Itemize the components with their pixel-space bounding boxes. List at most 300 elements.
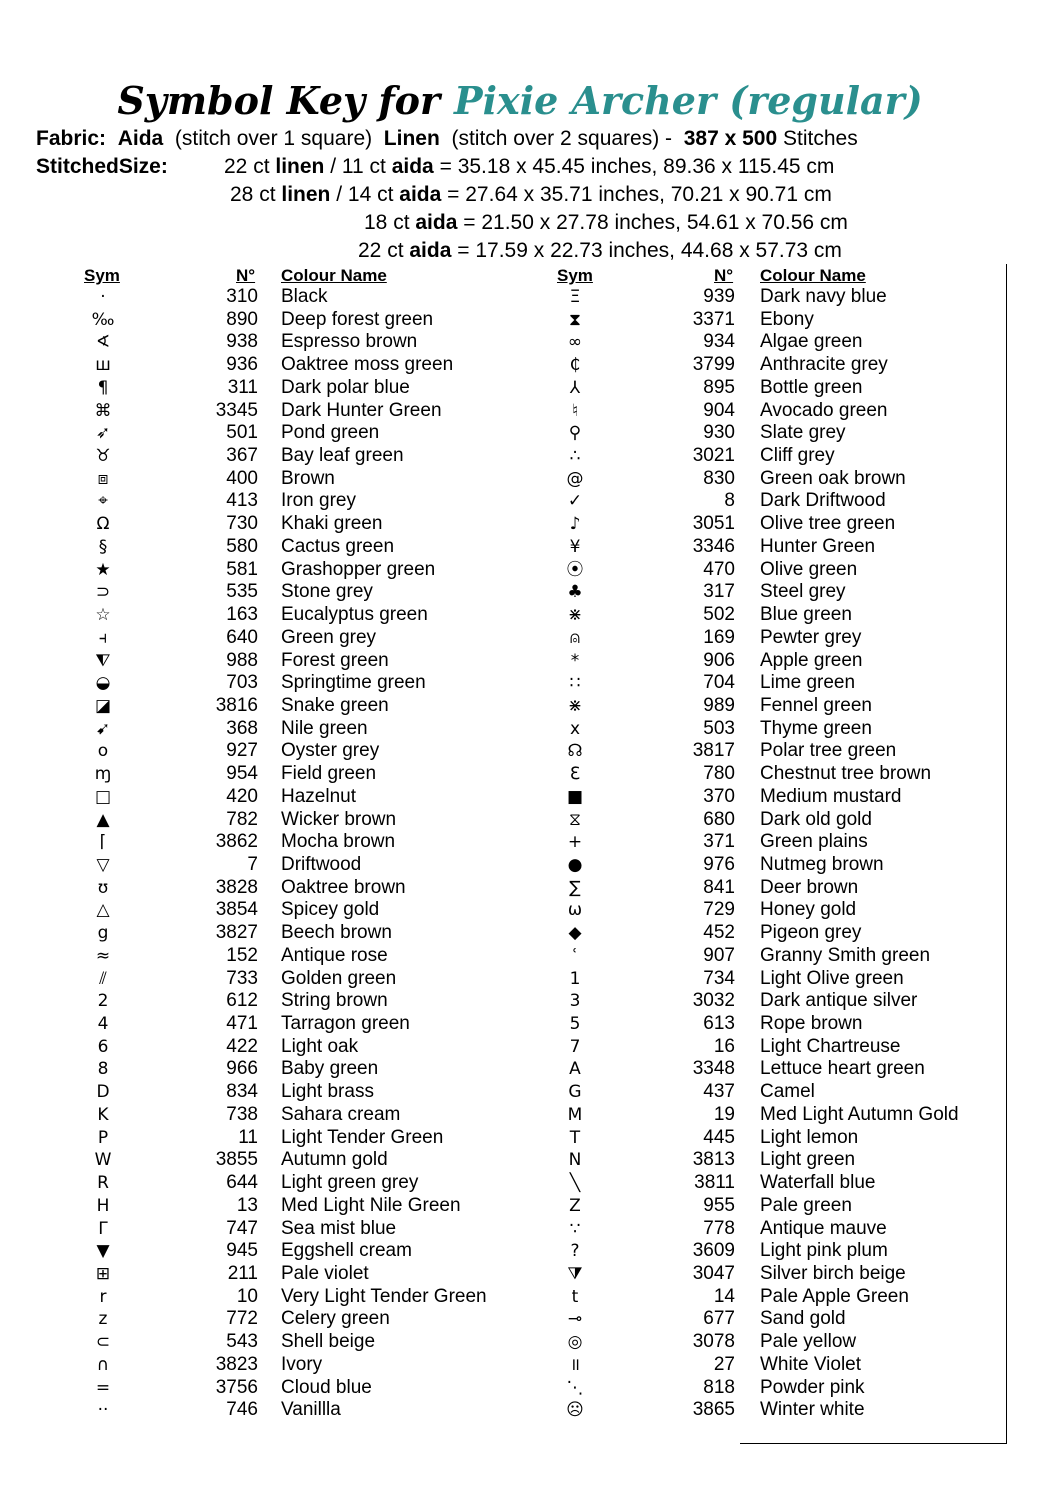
legend-colour-name: Lime green <box>760 672 856 694</box>
legend-number: 746 <box>226 1399 258 1421</box>
legend-number: 420 <box>226 785 258 807</box>
legend-number: 954 <box>226 763 258 785</box>
legend-colour-name: Med Light Nile Green <box>281 1194 461 1216</box>
legend-colour-name: Autumn gold <box>281 1149 388 1171</box>
legend-row <box>0 854 1000 877</box>
legend-colour-name: Camel <box>760 1081 815 1103</box>
legend-symbol: ▼ <box>96 1241 110 1262</box>
legend-symbol: ₵ <box>569 355 581 376</box>
legend-colour-name: Light Tender Green <box>281 1126 444 1148</box>
legend-symbol: ⧖ <box>569 809 581 830</box>
legend-colour-name: Ebony <box>760 308 814 330</box>
frame-right-border <box>1006 264 1007 1444</box>
legend-symbol: D <box>96 1082 110 1103</box>
legend-colour-name: Golden green <box>281 967 397 989</box>
legend-symbol: ◪ <box>94 695 112 716</box>
legend-number: 400 <box>226 467 258 489</box>
legend-number: 3345 <box>215 399 258 421</box>
legend-symbol: ▽ <box>96 855 110 875</box>
legend-number: 3609 <box>692 1240 735 1262</box>
pattern-name: Pixie Archer (regular) <box>454 78 923 123</box>
legend-colour-name: Pale green <box>760 1194 852 1216</box>
legend-row <box>0 1399 1000 1422</box>
legend-symbol: ➹ <box>95 718 111 739</box>
size-3-post: = 21.50 x 27.78 inches, 54.61 x 70.56 cm <box>463 211 848 234</box>
legend-symbol: ? <box>570 1241 580 1262</box>
legend-colour-name: String brown <box>281 990 388 1012</box>
legend-number: 734 <box>703 967 735 989</box>
legend-symbol: ∩ <box>96 1354 110 1375</box>
legend-number: 3823 <box>215 1353 258 1375</box>
legend-colour-name: Pale yellow <box>760 1331 857 1353</box>
legend-number: 27 <box>713 1353 735 1375</box>
legend-row <box>0 1286 1000 1309</box>
legend-colour-name: Celery green <box>281 1308 390 1330</box>
legend-row <box>0 513 1000 536</box>
size-3-pre: 18 ct <box>364 211 410 234</box>
legend-colour-name: Tarragon green <box>281 1013 410 1035</box>
legend-symbol: 2 <box>97 991 109 1012</box>
legend-colour-name: Pale violet <box>281 1262 369 1284</box>
size-label-text: StitchedSize: <box>36 155 168 178</box>
legend-number: 938 <box>226 331 258 353</box>
legend-number: 163 <box>226 604 258 626</box>
legend-colour-name: Hunter Green <box>760 535 876 557</box>
title-prefix: Symbol Key for <box>117 78 441 123</box>
legend-number: 580 <box>226 535 258 557</box>
legend-symbol: · <box>100 287 106 307</box>
legend-number: 11 <box>238 1126 258 1148</box>
legend-colour-name: Polar tree green <box>760 740 897 762</box>
legend-number: 211 <box>227 1262 258 1284</box>
legend-row <box>0 1127 1000 1150</box>
legend-symbol: ℇ <box>569 764 581 785</box>
size-line-4 <box>358 239 842 263</box>
legend-symbol: ∷ <box>569 673 581 694</box>
legend-symbol: ⊂ <box>95 1332 111 1353</box>
legend-number: 747 <box>226 1217 258 1239</box>
legend-symbol: T <box>569 1127 581 1148</box>
legend-number: 19 <box>713 1103 735 1125</box>
legend-colour-name: Sand gold <box>760 1308 846 1330</box>
fabric-label: Fabric: <box>36 127 107 150</box>
legend-number: 906 <box>703 649 735 671</box>
legend-colour-name: Olive green <box>760 558 858 580</box>
legend-number: 3799 <box>692 354 735 376</box>
legend-number: 3817 <box>692 740 735 762</box>
legend-colour-name: Snake green <box>281 694 389 716</box>
legend-colour-name: Powder pink <box>760 1376 865 1398</box>
legend-row <box>0 1081 1000 1104</box>
legend-row <box>0 1058 1000 1081</box>
legend-symbol: ⧩ <box>567 1263 583 1284</box>
legend-colour-name: Dark polar blue <box>281 376 410 398</box>
legend-number: 371 <box>703 831 735 853</box>
fabric-aida-note: (stitch over 1 square) <box>174 127 373 150</box>
legend-number: 612 <box>226 990 258 1012</box>
frame-bottom-border <box>740 1443 1007 1444</box>
legend-number: 677 <box>703 1308 735 1330</box>
legend-symbol: ॥ <box>569 1354 581 1375</box>
legend-colour-name: Nile green <box>281 717 368 739</box>
legend-row <box>0 831 1000 854</box>
legend-number: 370 <box>703 785 735 807</box>
legend-symbol: Ξ <box>569 287 581 307</box>
legend-row <box>0 309 1000 332</box>
size-4-aida: aida <box>409 239 452 262</box>
legend-colour-name: Sahara cream <box>281 1103 401 1125</box>
legend-number: 501 <box>226 422 258 444</box>
legend-symbol: @ <box>566 468 584 489</box>
legend-symbol: ∢ <box>95 332 111 353</box>
legend-symbol: ☆ <box>95 605 111 626</box>
legend-colour-name: Brown <box>281 467 335 489</box>
legend-colour-name: Iron grey <box>281 490 356 512</box>
legend-colour-name: Dark Hunter Green <box>281 399 442 421</box>
legend-colour-name: Light Chartreuse <box>760 1035 901 1057</box>
legend-row <box>0 1240 1000 1263</box>
legend-colour-name: Very Light Tender Green <box>281 1285 487 1307</box>
legend-colour-name: Cactus green <box>281 535 395 557</box>
legend-symbol: ◒ <box>95 673 111 694</box>
legend-number: 966 <box>226 1058 258 1080</box>
legend-number: 310 <box>226 286 258 307</box>
legend-symbol: □ <box>94 786 112 807</box>
legend-number: 14 <box>713 1285 735 1307</box>
legend-colour-name: Pigeon grey <box>760 922 862 944</box>
legend-symbol: 6 <box>97 1036 109 1057</box>
legend-colour-name: Beech brown <box>281 922 392 944</box>
legend-row <box>0 1308 1000 1331</box>
legend-symbol: ⦿ <box>566 559 584 580</box>
legend-number: 818 <box>703 1376 735 1398</box>
legend-colour-name: Silver birch beige <box>760 1262 906 1284</box>
size-4-post: = 17.59 x 22.73 inches, 44.68 x 57.73 cm <box>457 239 842 262</box>
legend-colour-name: Green oak brown <box>760 467 906 489</box>
legend-symbol: ∞ <box>567 332 583 353</box>
legend-row <box>0 1104 1000 1127</box>
fabric-linen-note: (stitch over 2 squares) - <box>451 127 673 150</box>
legend-row <box>0 1331 1000 1354</box>
legend-colour-name: Blue green <box>760 604 852 626</box>
legend-colour-name: Antique mauve <box>760 1217 887 1239</box>
legend-colour-name: Spicey gold <box>281 899 380 921</box>
legend-symbol: ¥ <box>569 536 581 557</box>
legend-symbol: ⅄ <box>569 377 581 398</box>
legend-row <box>0 627 1000 650</box>
legend-colour-name: Shell beige <box>281 1331 376 1353</box>
size-label <box>36 155 168 179</box>
legend-symbol: ω <box>567 900 583 921</box>
legend-symbol: ‰ <box>91 309 115 330</box>
legend-number: 945 <box>226 1240 258 1262</box>
legend-row <box>0 945 1000 968</box>
right-num-header: N° <box>714 266 734 285</box>
legend-symbol: ш <box>95 355 111 376</box>
legend-colour-name: Winter white <box>760 1399 865 1421</box>
legend-number: 3756 <box>215 1376 258 1398</box>
legend-colour-name: Pond green <box>281 422 380 444</box>
legend-number: 3051 <box>692 513 735 535</box>
legend-number: 169 <box>703 626 735 648</box>
legend-symbol: G <box>568 1082 582 1103</box>
size-1-linen: linen <box>275 155 325 178</box>
legend-colour-name: Honey gold <box>760 899 857 921</box>
legend-symbol: 3 <box>569 991 581 1012</box>
fabric-aida: Aida <box>117 127 164 150</box>
left-num-header: N° <box>236 266 256 285</box>
legend-symbol: r <box>99 1286 107 1307</box>
legend-colour-name: Lettuce heart green <box>760 1058 925 1080</box>
legend-row <box>0 1172 1000 1195</box>
legend-symbol: = <box>95 1377 111 1398</box>
legend-number: 680 <box>703 808 735 830</box>
legend-symbol: 7 <box>569 1036 581 1057</box>
legend-number: 437 <box>703 1081 735 1103</box>
legend-colour-name: Grashopper green <box>281 558 436 580</box>
legend-symbol: ⌖ <box>98 491 108 512</box>
legend-number: 3854 <box>215 899 258 921</box>
legend-colour-name: Light green grey <box>281 1172 419 1194</box>
legend-colour-name: Khaki green <box>281 513 383 535</box>
legend-number: 543 <box>226 1331 258 1353</box>
legend-symbol: 5 <box>569 1014 581 1035</box>
legend-number: 3865 <box>692 1399 735 1421</box>
legend-symbol: Ω <box>96 514 110 535</box>
legend-colour-name: Steel grey <box>760 581 846 603</box>
legend-symbol: z <box>98 1309 108 1330</box>
fabric-line <box>36 127 858 151</box>
legend-colour-name: Espresso brown <box>281 331 418 353</box>
legend-number: 907 <box>703 944 735 966</box>
legend-row <box>0 1263 1000 1286</box>
size-2-aida: aida <box>399 183 442 206</box>
legend-symbol: 4 <box>97 1014 109 1035</box>
legend-colour-name: Anthracite grey <box>760 354 888 376</box>
legend-symbol: ⌘ <box>94 400 112 421</box>
legend-symbol: 1 <box>569 968 581 989</box>
legend-number: 939 <box>703 286 735 307</box>
legend-row <box>0 650 1000 673</box>
legend-colour-name: Baby green <box>281 1058 379 1080</box>
size-4-pre: 22 ct <box>358 239 404 262</box>
legend-symbol: ♉ <box>95 446 111 467</box>
legend-symbol: ☹ <box>566 1400 584 1421</box>
legend-row <box>0 445 1000 468</box>
legend-number: 3827 <box>215 922 258 944</box>
legend-symbol: K <box>97 1104 109 1125</box>
legend-symbol: ∴ <box>569 446 581 467</box>
legend-row <box>0 1195 1000 1218</box>
legend-symbol: ⊞ <box>95 1263 111 1284</box>
legend-colour-name: Bottle green <box>760 376 863 398</box>
legend-row <box>0 1218 1000 1241</box>
legend-symbol: H <box>96 1195 110 1216</box>
legend-row <box>0 1377 1000 1400</box>
legend-symbol: A <box>569 1059 581 1080</box>
legend-row <box>0 672 1000 695</box>
legend-symbol: ⚲ <box>568 423 582 444</box>
legend-colour-name: White Violet <box>760 1353 862 1375</box>
legend-number: 730 <box>226 513 258 535</box>
legend-row <box>0 354 1000 377</box>
legend-number: 13 <box>236 1194 258 1216</box>
legend-number: 989 <box>703 694 735 716</box>
legend-colour-name: Med Light Autumn Gold <box>760 1103 959 1125</box>
legend-symbol: ⫞ <box>98 627 108 648</box>
legend-symbol: △ <box>96 900 110 921</box>
legend-colour-name: Light lemon <box>760 1126 859 1148</box>
legend-number: 738 <box>226 1103 258 1125</box>
legend-symbol: t <box>571 1286 579 1307</box>
legend-row <box>0 331 1000 354</box>
legend-number: 3021 <box>692 445 735 467</box>
legend-number: 470 <box>703 558 735 580</box>
legend-row <box>0 490 1000 513</box>
legend-colour-name: Dark antique silver <box>760 990 918 1012</box>
legend-number: 988 <box>226 649 258 671</box>
legend-row <box>0 899 1000 922</box>
legend-number: 7 <box>247 854 258 875</box>
legend-number: 704 <box>703 672 735 694</box>
legend-colour-name: Wicker brown <box>281 808 397 830</box>
legend-number: 3047 <box>692 1262 735 1284</box>
legend-number: 930 <box>703 422 735 444</box>
legend-row <box>0 718 1000 741</box>
legend-number: 8 <box>724 490 735 512</box>
legend-symbol: o <box>97 741 109 762</box>
legend-colour-name: Deep forest green <box>281 308 434 330</box>
legend-symbol: ⊸ <box>567 1309 583 1330</box>
legend-colour-name: Deer brown <box>760 876 859 898</box>
legend-symbol: R <box>97 1173 109 1194</box>
legend-symbol: ☊ <box>567 741 583 762</box>
legend-row <box>0 1013 1000 1036</box>
legend-symbol: * <box>570 650 580 671</box>
legend-colour-name: Eucalyptus green <box>281 604 428 626</box>
legend-number: 471 <box>226 1013 258 1035</box>
legend-symbol: ʊ <box>97 877 109 898</box>
legend-colour-name: Vanillla <box>281 1399 341 1421</box>
legend-row <box>0 286 1000 309</box>
legend-symbol: ♮ <box>571 400 579 421</box>
legend-colour-name: Cloud blue <box>281 1376 372 1398</box>
legend-symbol: ⋇ <box>567 605 583 626</box>
legend-colour-name: Granny Smith green <box>760 944 931 966</box>
legend-row <box>0 468 1000 491</box>
legend-row <box>0 763 1000 786</box>
legend-symbol: ✓ <box>567 491 583 512</box>
legend-row <box>0 877 1000 900</box>
legend-number: 772 <box>226 1308 258 1330</box>
size-2-mid: / 14 ct <box>336 183 394 206</box>
size-1-mid: / 11 ct <box>330 155 386 178</box>
right-name-header: Colour Name <box>760 266 866 285</box>
legend-colour-name: Sea mist blue <box>281 1217 397 1239</box>
legend-symbol: ʿ <box>572 945 578 966</box>
legend-symbol: ➶ <box>95 423 111 444</box>
legend-row <box>0 377 1000 400</box>
legend-row <box>0 695 1000 718</box>
legend-number: 581 <box>226 558 258 580</box>
legend-number: 3862 <box>215 831 258 853</box>
right-sym-header: Sym <box>557 266 593 285</box>
legend-row <box>0 990 1000 1013</box>
legend-colour-name: Avocado green <box>760 399 888 421</box>
legend-symbol: ▲ <box>96 809 110 830</box>
legend-symbol: N <box>568 1150 582 1171</box>
legend-symbol: ⧗ <box>569 309 581 330</box>
legend-colour-name: Rope brown <box>760 1013 863 1035</box>
legend-colour-name: Light oak <box>281 1035 359 1057</box>
legend-colour-name: Thyme green <box>760 717 872 739</box>
legend-number: 927 <box>226 740 258 762</box>
legend-colour-name: Chestnut tree brown <box>760 763 932 785</box>
size-2-post: = 27.64 x 35.71 inches, 70.21 x 90.71 cm <box>447 183 832 206</box>
legend-row <box>0 422 1000 445</box>
legend-number: 3816 <box>215 694 258 716</box>
legend-colour-name: Black <box>281 286 328 307</box>
legend-symbol: ɱ <box>94 764 112 785</box>
legend-symbol: 8 <box>97 1059 109 1080</box>
legend-number: 834 <box>226 1081 258 1103</box>
legend-symbol: P <box>97 1127 109 1148</box>
page-title <box>0 78 1040 123</box>
left-name-header: Colour Name <box>281 266 387 285</box>
legend-row <box>0 922 1000 945</box>
legend-row <box>0 809 1000 832</box>
legend-colour-name: Light Olive green <box>760 967 904 989</box>
legend-number: 317 <box>703 581 735 603</box>
legend-colour-name: Dark old gold <box>760 808 872 830</box>
legend-colour-name: Dark navy blue <box>760 286 887 307</box>
legend-number: 976 <box>703 854 735 875</box>
legend-number: 311 <box>227 376 258 398</box>
legend-row <box>0 536 1000 559</box>
legend-symbol: ⧈ <box>97 468 109 489</box>
size-line-2 <box>230 183 832 207</box>
legend-symbol: ╲ <box>569 1173 581 1194</box>
legend-row <box>0 786 1000 809</box>
stitches-word: Stitches <box>783 127 858 150</box>
legend-symbol: x <box>569 718 581 739</box>
legend-symbol: ◆ <box>568 923 582 944</box>
legend-number: 367 <box>226 445 258 467</box>
legend-number: 936 <box>226 354 258 376</box>
legend-number: 729 <box>703 899 735 921</box>
legend-number: 3813 <box>692 1149 735 1171</box>
legend-colour-name: Antique rose <box>281 944 388 966</box>
stitch-count: 387 x 500 <box>683 127 778 150</box>
legend-colour-name: Slate grey <box>760 422 846 444</box>
legend-symbol: ⍝ <box>569 627 581 648</box>
legend-colour-name: Nutmeg brown <box>760 854 884 875</box>
legend-symbol: § <box>98 536 108 557</box>
legend-number: 3032 <box>692 990 735 1012</box>
legend-number: 3371 <box>692 308 735 330</box>
legend-number: 3078 <box>692 1331 735 1353</box>
legend-number: 422 <box>226 1035 258 1057</box>
legend-symbol: ⋱ <box>566 1377 584 1398</box>
legend-colour-name: Eggshell cream <box>281 1240 412 1262</box>
legend-colour-name: Waterfall blue <box>760 1172 876 1194</box>
legend-number: 3828 <box>215 876 258 898</box>
legend-colour-name: Dark Driftwood <box>760 490 886 512</box>
legend-number: 895 <box>703 376 735 398</box>
legend-colour-name: Springtime green <box>281 672 426 694</box>
legend-colour-name: Oaktree brown <box>281 876 406 898</box>
size-1-pre: 22 ct <box>224 155 270 178</box>
